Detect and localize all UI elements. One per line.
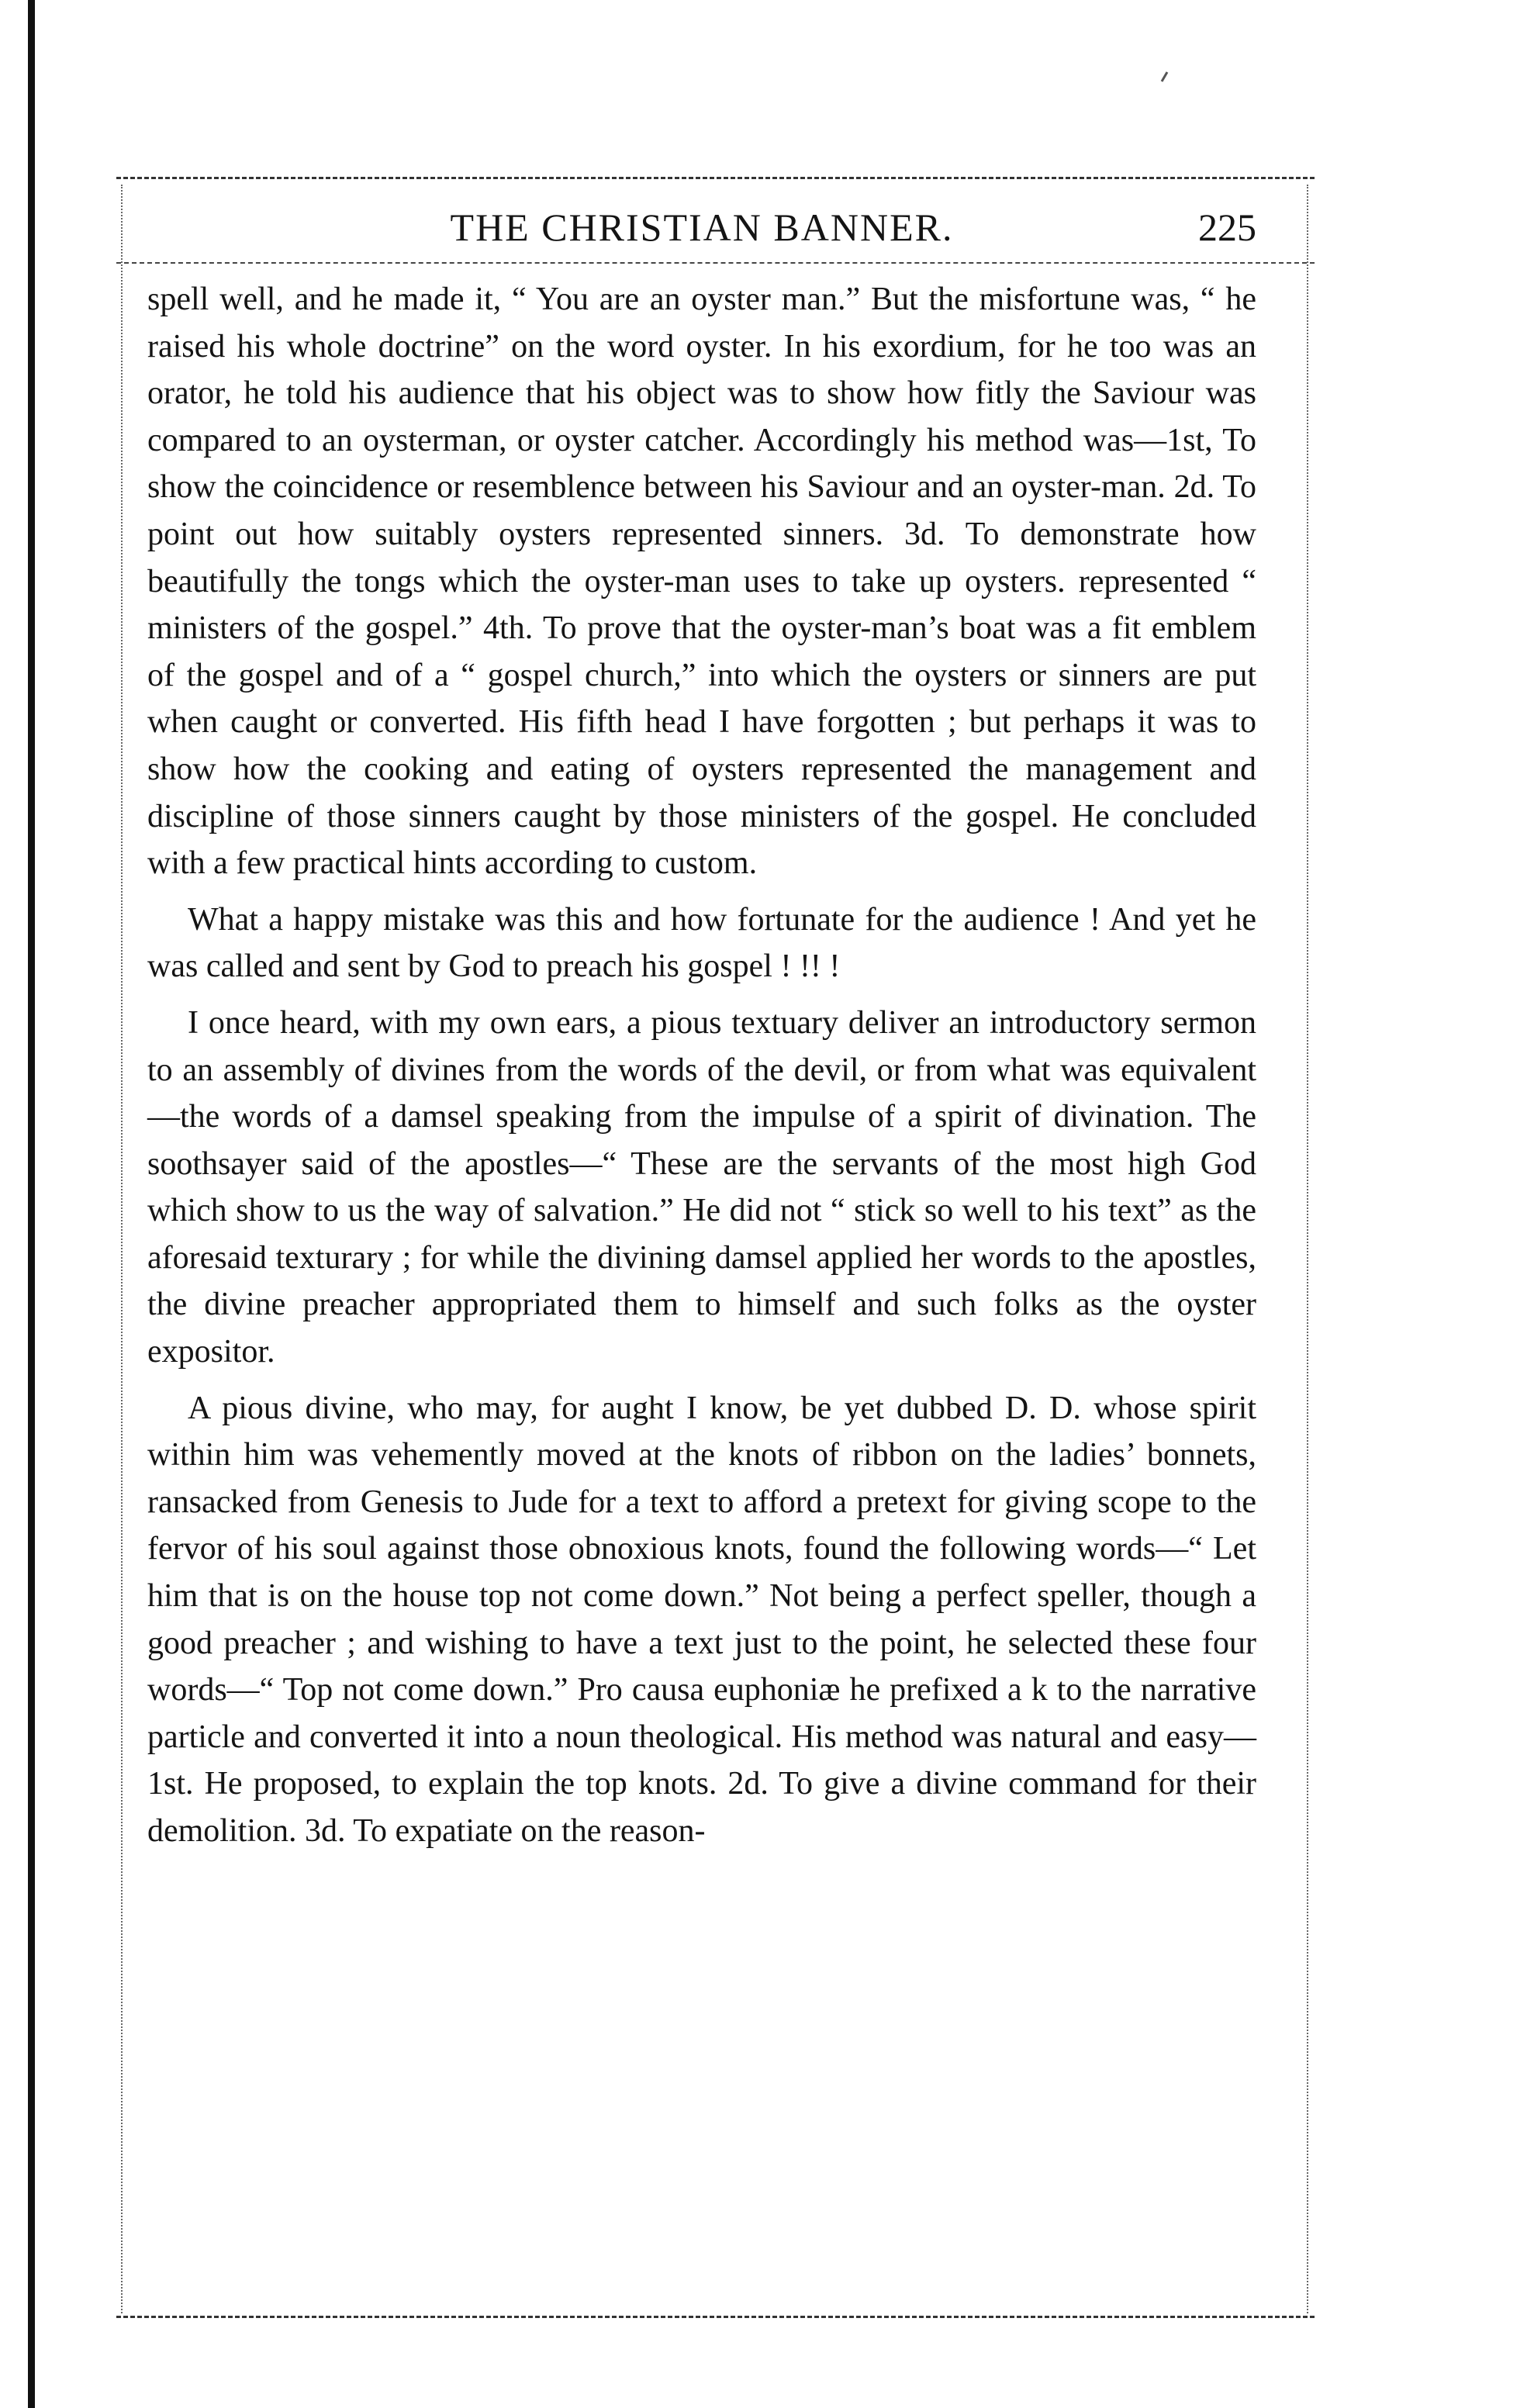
paragraph-textuary: I once heard, with my own ears, a pious textuary deliver an introductory sermon to an assembly of divines from the words of the devil, or from what was equivalent—the words of a damsel speaking from the impulse of a spirit of divination. The soothsayer said of the apostles—“ These are the servants of the most high God which show to us the way of salvation.” He did not “ stick so well to his text” as the aforesaid texturary ; for while the divining damsel applied her words to the apostles, the divine preacher appropriated them to himself and such folks as the oyster expositor. [147, 1004, 1256, 1370]
paragraph-happy-mistake: What a happy mistake was this and how fortunate for the audience ! And yet he was called and sent by God to preach his gospel ! !! ! [147, 901, 1256, 985]
paragraph-top-knots: A pious divine, who may, for aught I know, be yet dubbed D. D. whose spirit within him was vehemently moved at the knots of ribbon on the ladies’ bonnets, ransacked from Genesis to Jude for a text to afford a pretext for giving scope to the fervor of his soul against those obnoxious knots, found the following words—“ Let him that is on the house top not come down.” Not being a perfect speller, though a good preacher ; and wishing to have a text just to the point, he selected these four words—“ Top not come down.” Pro causa euphoniæ he prefixed a k to the narrative particle and converted it into a noun theological. His method was natural and easy—1st. He proposed, to explain the top knots. 2d. To give a divine command for their demolition. 3d. To expatiate on the reason- [147, 1390, 1256, 1849]
left-edge-dots [121, 185, 123, 2313]
right-edge-dots [1307, 185, 1308, 2313]
page-number: 225 [1198, 206, 1256, 249]
article-body [147, 276, 1256, 1864]
binding-edge [28, 0, 35, 2408]
bottom-rule [116, 2316, 1315, 2318]
paragraph-oyster-sermon: spell well, and he made it, “ You are an oyster man.” But the misfortune was, “ he raised his whole doctrine” on the word oyster. In his exordium, for he too was an orator, he told his audience that his object was to show how fitly the Saviour was compared to an oysterman, or oyster catcher. Accordingly his method was—1st, To show the coincidence or resemblence between his Saviour and an oyster-man. 2d. To point out how suitably oysters represented sinners. 3d. To demonstrate how beautifully the tongs which the oyster-man uses to take up oysters. represented “ ministers of the gospel.” 4th. To prove that the oyster-man’s boat was a fit emblem of the gospel and of a “ gospel church,” into which the oysters or sinners are put when caught or converted. His fifth head I have forgotten ; but perhaps it was to show how the cooking and eating of oysters represented the management and discipline of those sinners caught by those ministers of the gospel. He concluded with a few practical hints according to custom. [147, 282, 1256, 882]
stray-mark [1161, 71, 1169, 82]
journal-title: THE CHRISTIAN BANNER. [450, 206, 954, 249]
running-head [147, 200, 1256, 254]
printed-page [116, 177, 1315, 2317]
top-rule [116, 177, 1315, 179]
header-rule [116, 262, 1315, 264]
